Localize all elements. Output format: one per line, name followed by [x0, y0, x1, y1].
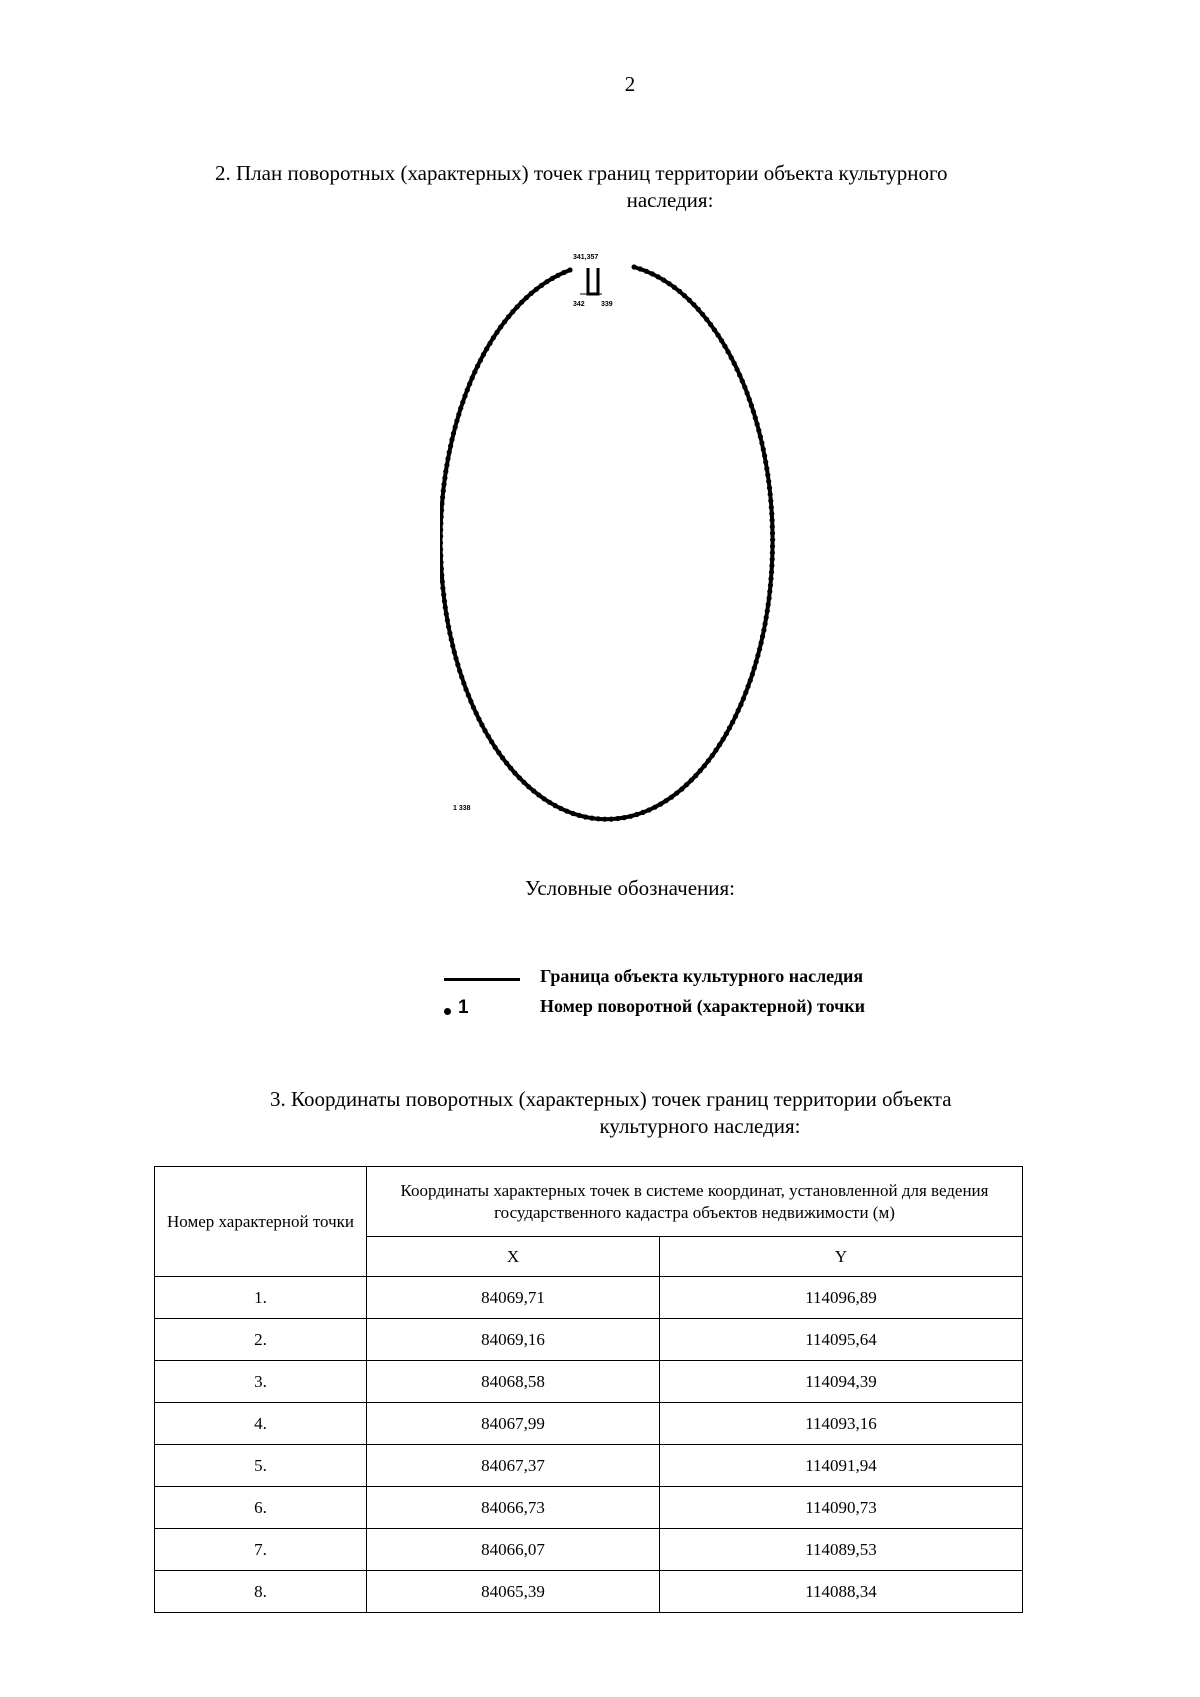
boundary-point [710, 753, 715, 758]
boundary-point [767, 485, 772, 490]
boundary-point [519, 300, 524, 305]
boundary-point [570, 811, 575, 816]
cell-point-number: 8. [155, 1571, 367, 1613]
boundary-point [745, 391, 750, 396]
boundary-point [702, 763, 707, 768]
boundary-point [609, 817, 614, 822]
boundary-point [536, 792, 541, 797]
boundary-point [768, 576, 773, 581]
cell-x: 84067,99 [367, 1403, 660, 1445]
section-2-heading-line-2: наследия: [626, 188, 714, 212]
boundary-point [770, 550, 775, 555]
boundary-point [632, 264, 637, 269]
table-row [155, 1277, 1023, 1319]
boundary-point [440, 527, 443, 532]
boundary-point [482, 728, 487, 733]
boundary-point [730, 720, 735, 725]
boundary-point [476, 717, 481, 722]
cell-y: 114090,73 [660, 1487, 1023, 1529]
table-row [155, 1487, 1023, 1529]
boundary-point [689, 778, 694, 783]
boundary-point [679, 787, 684, 792]
boundary-point [502, 319, 507, 324]
boundary-point [721, 737, 726, 742]
boundary-point [764, 615, 769, 620]
cell-x: 84066,07 [367, 1529, 660, 1571]
boundary-point [726, 349, 731, 354]
boundary-point [764, 466, 769, 471]
cell-y: 114093,16 [660, 1403, 1023, 1445]
boundary-point [770, 524, 775, 529]
boundary-point [479, 722, 484, 727]
boundary-point [498, 324, 503, 329]
cell-point-number: 6. [155, 1487, 367, 1529]
boundary-point [656, 274, 661, 279]
boundary-point [486, 734, 491, 739]
boundary-point [669, 795, 674, 800]
boundary-point [691, 302, 696, 307]
boundary-point [471, 705, 476, 710]
boundary-point [470, 375, 475, 380]
boundary-point [458, 406, 463, 411]
boundary-point [526, 784, 531, 789]
section-3-heading-line-1: 3. Координаты поворотных (характерных) точек границ территории объекта [270, 1087, 952, 1111]
boundary-point [644, 269, 649, 274]
boundary-point [765, 608, 770, 613]
boundary-point [521, 780, 526, 785]
boundary-point [770, 531, 775, 536]
cell-x: 84067,37 [367, 1445, 660, 1487]
boundary-point [712, 327, 717, 332]
boundary-point [661, 278, 666, 283]
boundary-point [542, 796, 547, 801]
boundary-point [450, 643, 455, 648]
boundary-point [442, 599, 447, 604]
boundary-point [564, 809, 569, 814]
boundary-point [716, 333, 721, 338]
cell-point-number: 7. [155, 1529, 367, 1571]
cell-point-number: 3. [155, 1361, 367, 1403]
boundary-point [672, 285, 677, 290]
cell-y: 114094,39 [660, 1361, 1023, 1403]
boundary-point [448, 443, 453, 448]
boundary-point [442, 475, 447, 480]
boundary-point [761, 628, 766, 633]
boundary-point [770, 557, 775, 562]
section-2-heading [215, 160, 1095, 214]
boundary-point [461, 681, 466, 686]
cell-x: 84066,73 [367, 1487, 660, 1529]
boundary-point [467, 381, 472, 386]
cell-point-number: 2. [155, 1319, 367, 1361]
boundary-point [761, 447, 766, 452]
boundary-point [445, 456, 450, 461]
boundary-point [440, 514, 444, 519]
boundary-point [766, 479, 771, 484]
boundary-point [646, 807, 651, 812]
boundary-point [693, 773, 698, 778]
boundary-point [504, 761, 509, 766]
boundary-point [767, 596, 772, 601]
boundary-point [447, 631, 452, 636]
boundary-point [729, 355, 734, 360]
boundary-point [759, 440, 764, 445]
boundary-point [770, 544, 775, 549]
boundary-point [463, 687, 468, 692]
boundary-point [667, 281, 672, 286]
boundary-point [460, 400, 465, 405]
boundary-point [713, 748, 718, 753]
boundary-point [577, 813, 582, 818]
page-number: 2 [624, 72, 636, 96]
boundary-point [769, 570, 774, 575]
boundary-point [440, 521, 444, 526]
table-row [155, 1361, 1023, 1403]
header-x: X [367, 1237, 660, 1277]
boundary-point [756, 428, 761, 433]
cell-x: 84069,71 [367, 1277, 660, 1319]
cell-x: 84069,16 [367, 1319, 660, 1361]
boundary-point [748, 678, 753, 683]
boundary-point [531, 788, 536, 793]
boundary-point [770, 518, 775, 523]
boundary-point [760, 634, 765, 639]
boundary-point [443, 605, 448, 610]
boundary-point [494, 330, 499, 335]
legend-title: Условные обозначения: [524, 876, 736, 900]
boundary-point [441, 488, 446, 493]
boundary-point [481, 352, 486, 357]
plan-label-inner-right: 339 [601, 301, 613, 308]
table-row [155, 1319, 1023, 1361]
boundary-point [742, 385, 747, 390]
boundary-point [506, 314, 511, 319]
boundary-point [677, 289, 682, 294]
boundary-point [696, 307, 701, 312]
boundary-point [478, 358, 483, 363]
boundary-plan-drawing [440, 244, 820, 844]
boundary-point [754, 659, 759, 664]
boundary-point [583, 814, 588, 819]
boundary-point [539, 283, 544, 288]
boundary-point [544, 279, 549, 284]
boundary-point [596, 816, 601, 821]
plan-label-top: 341,357 [573, 254, 599, 261]
legend-point-row [440, 996, 1000, 1022]
boundary-point [750, 672, 755, 677]
legend-point-number: 1 [458, 997, 469, 1018]
boundary-point [496, 750, 501, 755]
boundary-point [698, 768, 703, 773]
boundary-point [449, 637, 454, 642]
boundary-point [500, 755, 505, 760]
boundary-point [700, 312, 705, 317]
boundary-point [510, 309, 515, 314]
boundary-point [628, 814, 633, 819]
boundary-point [737, 373, 742, 378]
boundary-point [638, 266, 643, 271]
boundary-point [444, 463, 449, 468]
table-row [155, 1529, 1023, 1571]
boundary-point [743, 690, 748, 695]
header-coordinates: Координаты характерных точек в системе координат, установленной для ведения государственного кадастра объектов недвижимости (м) [367, 1167, 1023, 1237]
boundary-point [687, 298, 692, 303]
boundary-point [466, 693, 471, 698]
boundary-point [441, 482, 446, 487]
boundary-point [567, 267, 572, 272]
boundary-point [465, 387, 470, 392]
boundary-point [444, 611, 449, 616]
boundary-point [556, 273, 561, 278]
boundary-point [734, 367, 739, 372]
header-y: Y [660, 1237, 1023, 1277]
table-row [155, 1403, 1023, 1445]
boundary-point [484, 346, 489, 351]
boundary-point [727, 725, 732, 730]
boundary-point [517, 775, 522, 780]
boundary-point [768, 583, 773, 588]
section-3-heading-line-2: культурного наследия: [599, 1114, 801, 1138]
boundary-point [753, 415, 758, 420]
boundary-point [474, 711, 479, 716]
cell-point-number: 5. [155, 1445, 367, 1487]
boundary-plan [440, 244, 820, 844]
cell-point-number: 4. [155, 1403, 367, 1445]
boundary-point [475, 364, 480, 369]
boundary-point [768, 498, 773, 503]
boundary-point [741, 696, 746, 701]
boundary-point [682, 293, 687, 298]
boundary-point [561, 270, 566, 275]
boundary-point [755, 653, 760, 658]
section-3-heading [170, 1086, 1090, 1140]
boundary-point [440, 553, 443, 558]
boundary-point [751, 409, 756, 414]
boundary-point [550, 276, 555, 281]
boundary-point [719, 338, 724, 343]
boundary-point [487, 341, 492, 346]
boundary-point [746, 684, 751, 689]
boundary-point [512, 770, 517, 775]
boundary-point [547, 800, 552, 805]
boundary-point [558, 806, 563, 811]
boundary-point [441, 592, 446, 597]
boundary-point [717, 742, 722, 747]
boundary-point [658, 802, 663, 807]
boundary-point [449, 437, 454, 442]
boundary-point [769, 505, 774, 510]
cell-y: 114096,89 [660, 1277, 1023, 1319]
boundary-point [447, 450, 452, 455]
cell-y: 114095,64 [660, 1319, 1023, 1361]
boundary-point [757, 647, 762, 652]
boundary-point [615, 816, 620, 821]
boundary-point [767, 589, 772, 594]
boundary-point [451, 431, 456, 436]
boundary-point [524, 295, 529, 300]
coordinates-table [154, 1166, 1023, 1613]
boundary-point [453, 424, 458, 429]
boundary-point [446, 624, 451, 629]
legend-point-symbol [440, 996, 520, 1022]
cell-y: 114091,94 [660, 1445, 1023, 1487]
boundary-point [749, 403, 754, 408]
boundary-point [443, 469, 448, 474]
legend-boundary-label: Граница объекта культурного наследия [540, 966, 864, 986]
boundary-point [650, 271, 655, 276]
boundary-point [732, 361, 737, 366]
boundary-point [589, 816, 594, 821]
boundary-point [454, 418, 459, 423]
header-point-number: Номер характерной точки [155, 1167, 367, 1277]
boundary-point [758, 434, 763, 439]
boundary-point [759, 640, 764, 645]
boundary-point [472, 369, 477, 374]
plan-label-inner-left: 342 [573, 301, 585, 308]
cell-x: 84068,58 [367, 1361, 660, 1403]
boundary-point [459, 674, 464, 679]
boundary-point [440, 534, 443, 539]
boundary-point [456, 412, 461, 417]
boundary-point [652, 805, 657, 810]
section-2-heading-line-1: 2. План поворотных (характерных) точек границ территории объекта культурного [215, 161, 948, 185]
boundary-point [766, 602, 771, 607]
boundary-point [489, 739, 494, 744]
boundary-point [722, 344, 727, 349]
legend-boundary-symbol [440, 966, 520, 992]
boundary-point [747, 397, 752, 402]
boundary-point [457, 668, 462, 673]
boundary-point [768, 492, 773, 497]
cell-y: 114088,34 [660, 1571, 1023, 1613]
boundary-point [740, 379, 745, 384]
boundary-point [440, 495, 445, 500]
boundary-point [765, 472, 770, 477]
boundary-point [622, 815, 627, 820]
boundary-point [752, 665, 757, 670]
cell-point-number: 1. [155, 1277, 367, 1319]
boundary-point [733, 714, 738, 719]
boundary-point [769, 563, 774, 568]
coordinates-table-body [155, 1277, 1023, 1613]
boundary-point [445, 618, 450, 623]
boundary-point [763, 621, 768, 626]
table-row [155, 1571, 1023, 1613]
boundary-point [455, 662, 460, 667]
boundary-point [468, 699, 473, 704]
boundary-point [724, 731, 729, 736]
boundary-notch [588, 268, 598, 294]
boundary-point [769, 511, 774, 516]
boundary-point [738, 702, 743, 707]
legend-boundary-row [440, 966, 1000, 992]
boundary-point [602, 817, 607, 822]
boundary-point [440, 586, 445, 591]
boundary-point [440, 540, 443, 545]
boundary-point [529, 291, 534, 296]
boundary-point [763, 460, 768, 465]
plan-label-bottom-left: 1 338 [453, 805, 471, 812]
boundary-point [493, 745, 498, 750]
legend-line-icon [444, 978, 520, 981]
boundary-point [508, 766, 513, 771]
boundary-point [674, 791, 679, 796]
table-row [155, 1445, 1023, 1487]
legend-dot-icon [444, 1008, 451, 1015]
boundary-point [640, 810, 645, 815]
boundary-point [491, 335, 496, 340]
boundary-point [664, 798, 669, 803]
boundary-point [453, 656, 458, 661]
boundary-point [736, 708, 741, 713]
boundary-point [770, 537, 775, 542]
cell-x: 84065,39 [367, 1571, 660, 1613]
boundary-point [515, 304, 520, 309]
cell-y: 114089,53 [660, 1529, 1023, 1571]
legend-point-label: Номер поворотной (характерной) точки [540, 996, 866, 1016]
boundary-point [462, 393, 467, 398]
boundary-point [708, 322, 713, 327]
boundary-point [440, 547, 443, 552]
boundary-point [762, 453, 767, 458]
boundary-point [534, 287, 539, 292]
boundary-point [704, 317, 709, 322]
boundary-point [706, 758, 711, 763]
boundary-point [553, 803, 558, 808]
boundary-point [684, 782, 689, 787]
boundary-point [452, 650, 457, 655]
boundary-point [755, 422, 760, 427]
boundary-point [634, 812, 639, 817]
